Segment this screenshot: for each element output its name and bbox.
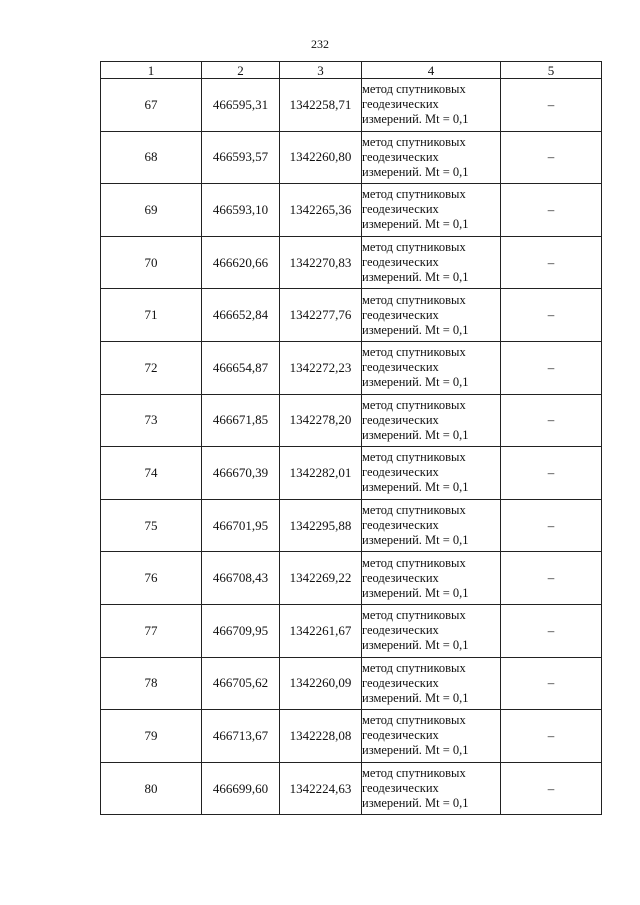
note-cell: –: [501, 447, 602, 500]
x-coordinate-cell: 466654,87: [202, 341, 280, 394]
y-coordinate-cell: 1342261,67: [280, 604, 362, 657]
table-row: [101, 184, 602, 237]
x-coordinate-cell: 466699,60: [202, 762, 280, 815]
x-coordinate-cell: 466701,95: [202, 499, 280, 552]
note-cell: –: [501, 499, 602, 552]
table-row: [101, 341, 602, 394]
y-coordinate-cell: 1342270,83: [280, 236, 362, 289]
method-cell: метод спутниковых геодезических измерений. Mt = 0,1: [362, 447, 501, 500]
table-row: [101, 236, 602, 289]
note-cell: –: [501, 604, 602, 657]
method-cell: метод спутниковых геодезических измерений. Mt = 0,1: [362, 341, 501, 394]
point-number-cell: 79: [101, 710, 202, 763]
y-coordinate-cell: 1342295,88: [280, 499, 362, 552]
table-row: [101, 447, 602, 500]
x-coordinate-cell: 466705,62: [202, 657, 280, 710]
header-col-3: 3: [280, 62, 362, 79]
method-cell: метод спутниковых геодезических измерений. Mt = 0,1: [362, 289, 501, 342]
table-row: [101, 604, 602, 657]
point-number-cell: 68: [101, 131, 202, 184]
x-coordinate-cell: 466593,57: [202, 131, 280, 184]
method-cell: метод спутниковых геодезических измерений. Mt = 0,1: [362, 131, 501, 184]
method-cell: метод спутниковых геодезических измерений. Mt = 0,1: [362, 762, 501, 815]
note-cell: –: [501, 762, 602, 815]
note-cell: –: [501, 552, 602, 605]
x-coordinate-cell: 466671,85: [202, 394, 280, 447]
table-body: [101, 79, 602, 815]
y-coordinate-cell: 1342272,23: [280, 341, 362, 394]
method-cell: метод спутниковых геодезических измерений. Mt = 0,1: [362, 710, 501, 763]
method-cell: метод спутниковых геодезических измерений. Mt = 0,1: [362, 499, 501, 552]
table-row: [101, 79, 602, 132]
point-number-cell: 78: [101, 657, 202, 710]
x-coordinate-cell: 466713,67: [202, 710, 280, 763]
note-cell: –: [501, 341, 602, 394]
x-coordinate-cell: 466595,31: [202, 79, 280, 132]
method-cell: метод спутниковых геодезических измерений. Mt = 0,1: [362, 604, 501, 657]
y-coordinate-cell: 1342265,36: [280, 184, 362, 237]
note-cell: –: [501, 394, 602, 447]
y-coordinate-cell: 1342278,20: [280, 394, 362, 447]
y-coordinate-cell: 1342260,80: [280, 131, 362, 184]
method-cell: метод спутниковых геодезических измерений. Mt = 0,1: [362, 236, 501, 289]
note-cell: –: [501, 79, 602, 132]
method-cell: метод спутниковых геодезических измерений. Mt = 0,1: [362, 394, 501, 447]
point-number-cell: 77: [101, 604, 202, 657]
note-cell: –: [501, 289, 602, 342]
method-cell: метод спутниковых геодезических измерений. Mt = 0,1: [362, 79, 501, 132]
table-row: [101, 131, 602, 184]
table-row: [101, 552, 602, 605]
x-coordinate-cell: 466670,39: [202, 447, 280, 500]
header-col-4: 4: [362, 62, 501, 79]
table-row: [101, 762, 602, 815]
table-row: [101, 710, 602, 763]
table-row: [101, 289, 602, 342]
x-coordinate-cell: 466709,95: [202, 604, 280, 657]
point-number-cell: 70: [101, 236, 202, 289]
header-col-5: 5: [501, 62, 602, 79]
note-cell: –: [501, 236, 602, 289]
x-coordinate-cell: 466708,43: [202, 552, 280, 605]
note-cell: –: [501, 184, 602, 237]
method-cell: метод спутниковых геодезических измерений. Mt = 0,1: [362, 657, 501, 710]
point-number-cell: 80: [101, 762, 202, 815]
point-number-cell: 73: [101, 394, 202, 447]
header-row: [101, 62, 602, 79]
y-coordinate-cell: 1342228,08: [280, 710, 362, 763]
header-col-1: 1: [101, 62, 202, 79]
y-coordinate-cell: 1342260,09: [280, 657, 362, 710]
x-coordinate-cell: 466593,10: [202, 184, 280, 237]
page-number: 232: [311, 37, 329, 51]
point-number-cell: 72: [101, 341, 202, 394]
x-coordinate-cell: 466620,66: [202, 236, 280, 289]
table-row: [101, 657, 602, 710]
note-cell: –: [501, 657, 602, 710]
x-coordinate-cell: 466652,84: [202, 289, 280, 342]
y-coordinate-cell: 1342258,71: [280, 79, 362, 132]
point-number-cell: 75: [101, 499, 202, 552]
point-number-cell: 67: [101, 79, 202, 132]
coordinates-table: [100, 61, 602, 815]
note-cell: –: [501, 710, 602, 763]
table-header: [101, 62, 602, 79]
method-cell: метод спутниковых геодезических измерений. Mt = 0,1: [362, 552, 501, 605]
note-cell: –: [501, 131, 602, 184]
table-row: [101, 394, 602, 447]
point-number-cell: 76: [101, 552, 202, 605]
method-cell: метод спутниковых геодезических измерений. Mt = 0,1: [362, 184, 501, 237]
y-coordinate-cell: 1342269,22: [280, 552, 362, 605]
point-number-cell: 71: [101, 289, 202, 342]
table-row: [101, 499, 602, 552]
y-coordinate-cell: 1342282,01: [280, 447, 362, 500]
y-coordinate-cell: 1342224,63: [280, 762, 362, 815]
point-number-cell: 69: [101, 184, 202, 237]
header-col-2: 2: [202, 62, 280, 79]
y-coordinate-cell: 1342277,76: [280, 289, 362, 342]
point-number-cell: 74: [101, 447, 202, 500]
